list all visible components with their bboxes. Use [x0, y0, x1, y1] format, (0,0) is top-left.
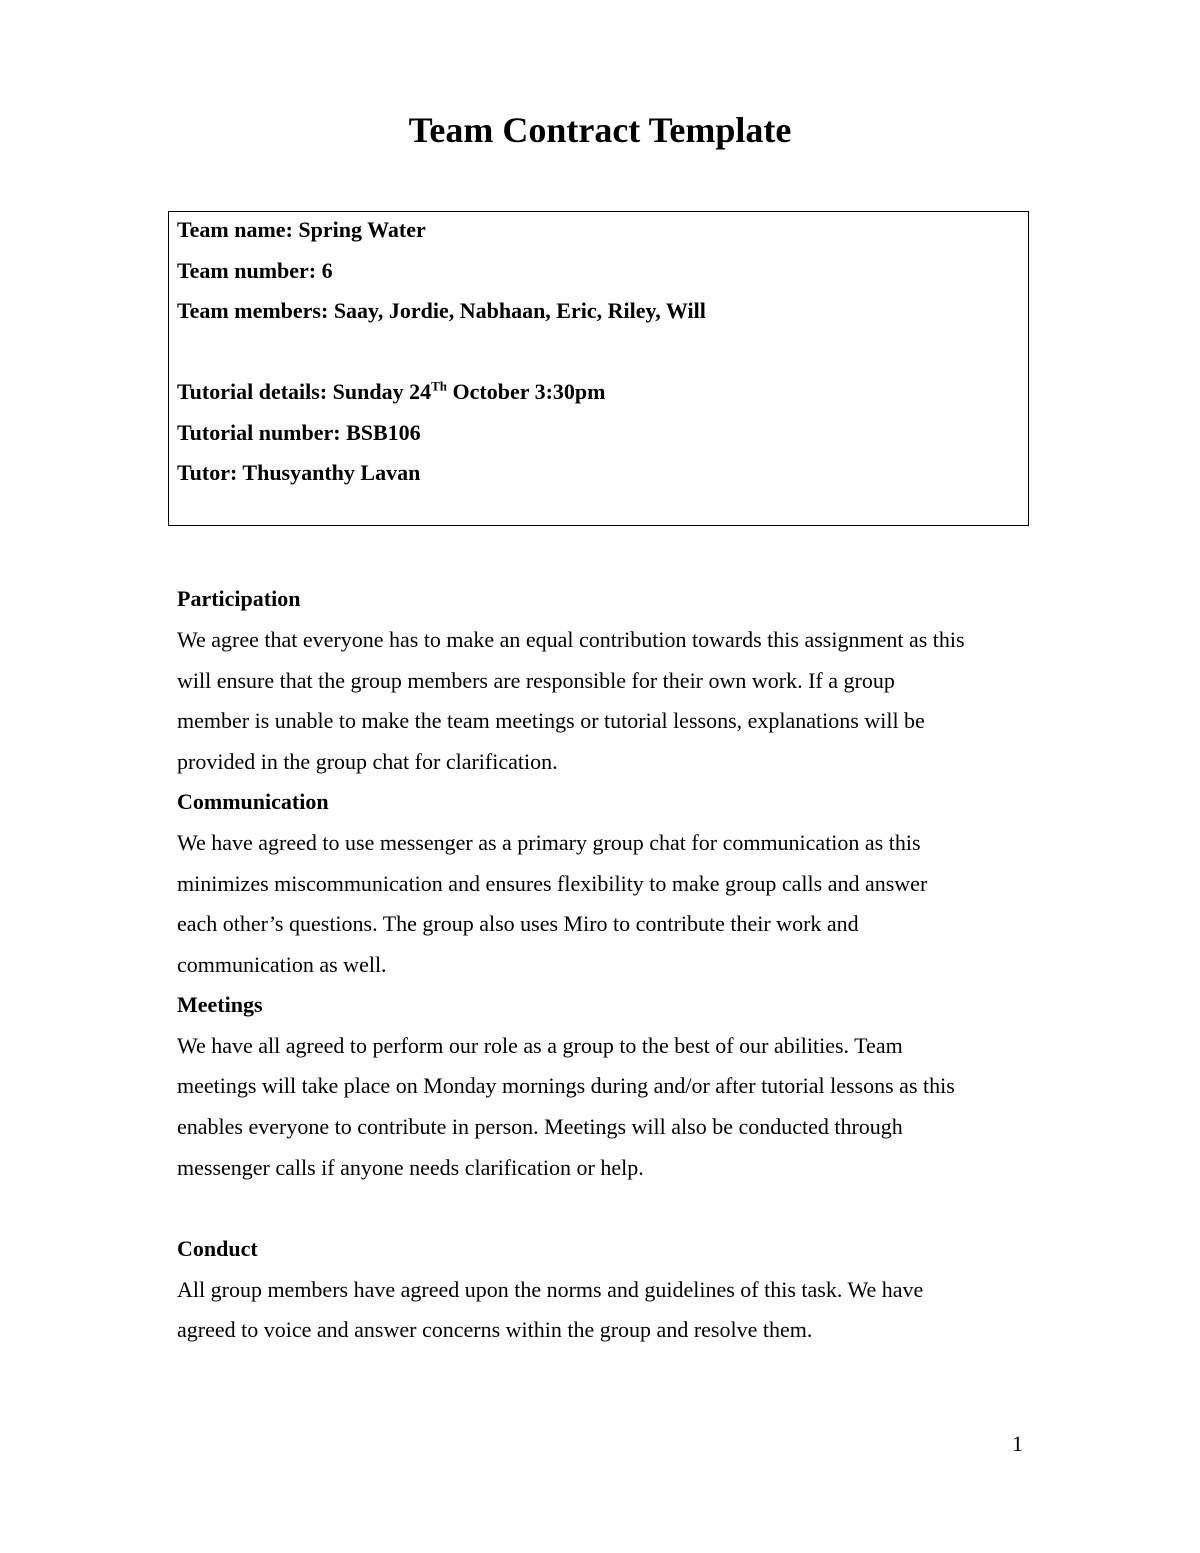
participation-line: will ensure that the group members are responsible for their own work. If a group [177, 668, 895, 693]
tutorial-details-suffix: October 3:30pm [447, 379, 606, 404]
meetings-line: meetings will take place on Monday mornings during and/or after tutorial lessons as this [177, 1073, 955, 1098]
page-number: 1 [1012, 1431, 1023, 1456]
participation-line: member is unable to make the team meetings or tutorial lessons, explanations will be [177, 708, 925, 733]
meetings-line: We have all agreed to perform our role as a group to the best of our abilities. Team [177, 1033, 903, 1058]
conduct-line: All group members have agreed upon the norms and guidelines of this task. We have [177, 1277, 924, 1302]
participation-heading: Participation [177, 586, 301, 611]
participation-line: provided in the group chat for clarification. [177, 749, 558, 774]
team-info-box [168, 211, 1029, 526]
communication-line: minimizes miscommunication and ensures flexibility to make group calls and answer [177, 871, 928, 896]
conduct-heading: Conduct [177, 1236, 258, 1261]
tutorial-details [177, 377, 605, 407]
communication-line: each other’s questions. The group also uses Miro to contribute their work and [177, 911, 859, 936]
conduct-line: agreed to voice and answer concerns within the group and resolve them. [177, 1317, 813, 1342]
communication-line: We have agreed to use messenger as a primary group chat for communication as this [177, 830, 921, 855]
tutorial-details-ordinal: Th [431, 378, 447, 394]
tutorial-number: Tutorial number: BSB106 [177, 420, 421, 445]
communication-heading: Communication [177, 789, 329, 814]
team-members: Team members: Saay, Jordie, Nabhaan, Eric, Riley, Will [177, 298, 706, 323]
meetings-heading: Meetings [177, 992, 263, 1017]
document-title: Team Contract Template [408, 110, 792, 150]
team-name: Team name: Spring Water [177, 217, 426, 242]
tutorial-details-prefix: Tutorial details: Sunday 24 [177, 379, 432, 404]
meetings-line: messenger calls if anyone needs clarification or help. [177, 1155, 644, 1180]
participation-line: We agree that everyone has to make an equal contribution towards this assignment as this [177, 627, 965, 652]
meetings-line: enables everyone to contribute in person. Meetings will also be conducted through [177, 1114, 903, 1139]
team-number: Team number: 6 [177, 258, 333, 283]
tutor: Tutor: Thusyanthy Lavan [177, 460, 421, 485]
communication-line: communication as well. [177, 952, 387, 977]
